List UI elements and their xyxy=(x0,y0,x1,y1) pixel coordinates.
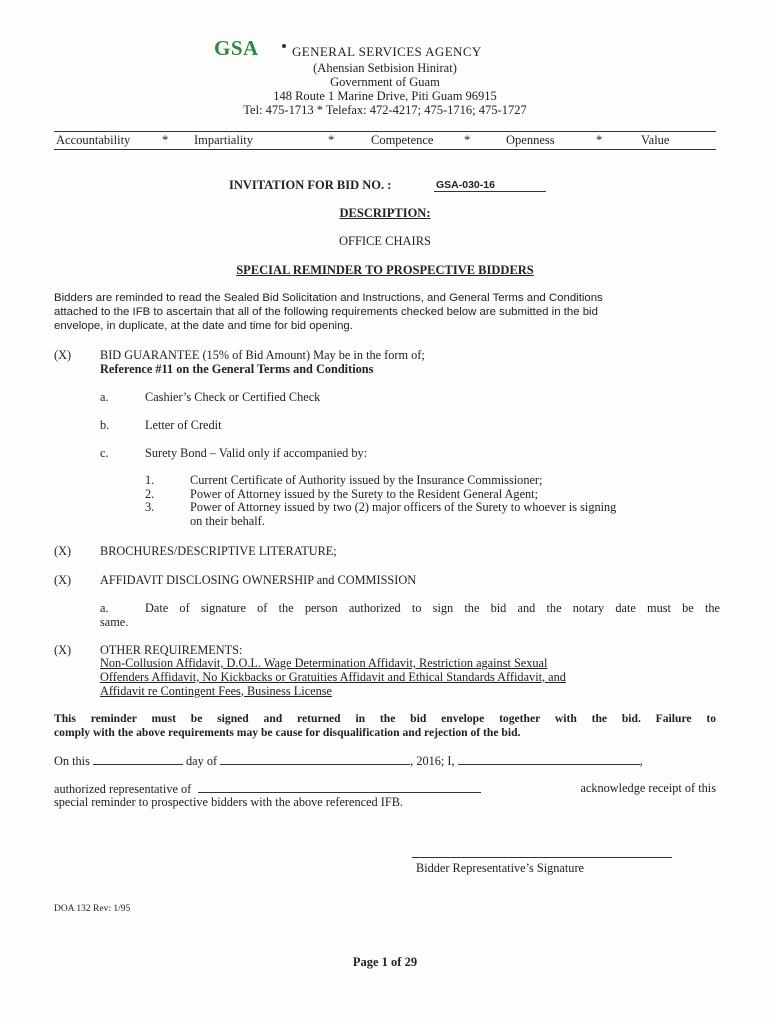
bid-number: GSA-030-16 xyxy=(434,179,546,192)
surety-sublist xyxy=(145,474,616,528)
checkbox-mark: (X) xyxy=(54,573,72,587)
values-bar xyxy=(54,131,716,150)
signature-line[interactable] xyxy=(412,857,672,858)
acknowledgement-line-3: special reminder to prospective bidders with the above referenced IFB. xyxy=(54,795,403,809)
form-number: DOA 132 Rev: 1/95 xyxy=(54,904,131,914)
agency-native-name: (Ahensian Setbision Hinirat) xyxy=(313,61,457,75)
company-blank[interactable] xyxy=(198,781,481,793)
agency-name: GENERAL SERVICES AGENCY xyxy=(292,44,482,59)
sublist-item: 1. Current Certificate of Authority issued by the Insurance Commissioner; xyxy=(145,473,543,487)
sublist-item: 3. Power of Attorney issued by two (2) major officers of the Surety to whoever is signing xyxy=(145,500,617,514)
other-requirements-label: OTHER REQUIREMENTS: xyxy=(100,643,243,657)
value-value: Value xyxy=(641,133,670,147)
value-impartiality: Impartiality xyxy=(194,133,254,147)
value-competence: Competence xyxy=(371,133,434,147)
month-blank[interactable] xyxy=(220,753,410,765)
value-separator: * xyxy=(162,133,169,147)
warning-line: This reminder must be signed and returned in the bid envelope together with the bid. Failure to xyxy=(54,712,716,725)
reminder-title: SPECIAL REMINDER TO PROSPECTIVE BIDDERS xyxy=(236,263,534,277)
value-separator: * xyxy=(596,133,603,147)
value-openness: Openness xyxy=(506,133,555,147)
item-letter: a. xyxy=(100,390,109,404)
intro-line: Bidders are reminded to read the Sealed Bid Solicitation and Instructions, and General Terms and Conditions xyxy=(54,292,603,304)
gsa-logo: GSA xyxy=(214,36,259,60)
reference-note: Reference #11 on the General Terms and Conditions xyxy=(100,362,374,376)
brochures-text: BROCHURES/DESCRIPTIVE LITERATURE; xyxy=(100,544,337,558)
bid-guarantee-text: BID GUARANTEE (15% of Bid Amount) May be in the form of; xyxy=(100,348,425,362)
requirement-line: Offenders Affidavit, No Kickbacks or Gratuities Affidavit and Ethical Standards Affidavit, and xyxy=(100,669,566,684)
surety-bond-item: Surety Bond – Valid only if accompanied by: xyxy=(145,446,368,460)
name-blank[interactable] xyxy=(458,753,640,765)
other-requirements-list xyxy=(100,657,566,698)
government-line: Government of Guam xyxy=(330,75,440,89)
warning-line: comply with the above requirements may be cause for disqualification and rejection of the bid. xyxy=(54,726,521,739)
acknowledgement-line-2: authorized representative of acknowledge receipt of this xyxy=(54,781,716,796)
checkbox-mark: (X) xyxy=(54,643,72,657)
warning-paragraph xyxy=(54,712,716,740)
page-number-text: Page 1 of 29 xyxy=(352,955,418,969)
item-letter: b. xyxy=(100,418,110,432)
affidavit-ownership-text: AFFIDAVIT DISCLOSING OWNERSHIP and COMMISSION xyxy=(100,573,417,587)
invitation-label: INVITATION FOR BID NO. : xyxy=(229,178,392,192)
checkbox-mark: (X) xyxy=(54,544,72,558)
page-number xyxy=(0,955,770,970)
intro-line: attached to the IFB to ascertain that all of the following requirements checked below are submitted in the bid xyxy=(54,306,598,319)
intro-line: envelope, in duplicate, at the date and time for bid opening. xyxy=(54,320,353,333)
value-accountability: Accountability xyxy=(56,133,131,147)
separator-dot xyxy=(282,44,286,48)
signature-date-note: Date of signature of the person authorized to sign the bid and the notary date must be the xyxy=(145,601,720,615)
signature-date-note-cont: same. xyxy=(100,615,129,629)
intro-paragraph xyxy=(54,291,724,334)
address-line: 148 Route 1 Marine Drive, Piti Guam 96915 xyxy=(273,89,497,103)
value-separator: * xyxy=(328,133,335,147)
item-letter: c. xyxy=(100,446,109,460)
requirement-line: Non-Collusion Affidavit, D.O.L. Wage Determination Affidavit, Restriction against Sexual xyxy=(100,656,548,670)
signature-label: Bidder Representative’s Signature xyxy=(416,861,585,875)
checkbox-mark: (X) xyxy=(54,348,72,362)
requirement-line: Affidavit re Contingent Fees, Business License xyxy=(100,683,333,698)
phone-line: Tel: 475-1713 * Telefax: 472-4217; 475-1716; 475-1727 xyxy=(243,103,527,117)
letter-of-credit-item: Letter of Credit xyxy=(145,418,222,432)
sublist-continuation: on their behalf. xyxy=(190,513,265,528)
day-blank[interactable] xyxy=(93,753,183,765)
item-letter: a. xyxy=(100,601,109,615)
sublist-item: 2. Power of Attorney issued by the Surety to the Resident General Agent; xyxy=(145,486,539,501)
description-value: OFFICE CHAIRS xyxy=(338,234,432,248)
value-separator: * xyxy=(464,133,471,147)
description-label: DESCRIPTION: xyxy=(339,206,431,220)
cashiers-check-item: Cashier’s Check or Certified Check xyxy=(145,390,321,404)
acknowledgement-line-1: On this day of , 2016; I, , xyxy=(54,754,643,768)
